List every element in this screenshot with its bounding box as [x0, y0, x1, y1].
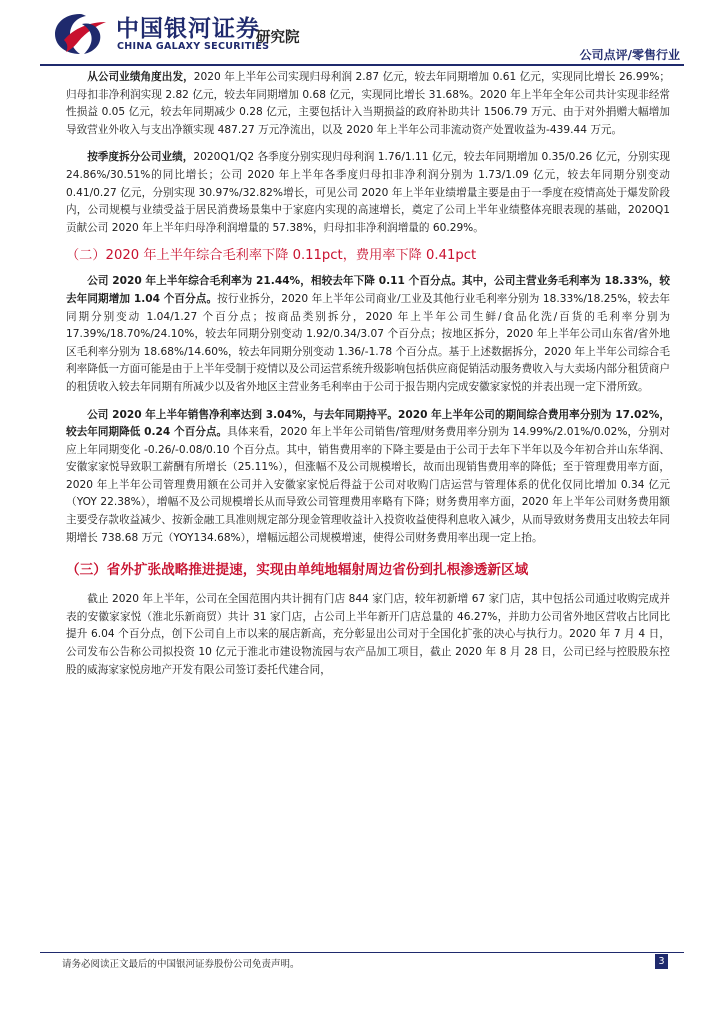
paragraph-text: 2020Q1/Q2 各季度分别实现归母利润 1.76/1.11 亿元，较去年同期增加 0.35/0.26 亿元，分别实现 24.86%/30.51%的同比增长；公司 2020 年上半年各季度归母扣非净利润分别为 1.73/1.09 亿元，较去年同期分别变动 0.41/0.27 亿元，分别实现 30.97%/32.82%增长，可见公司 2020 年上半年业绩增量主要是由于一季度在疫情高处于爆发阶段内，公司规模与业绩受益于居民消费场景集中于家庭内实现的高速增长，奠定了公司上半年业绩整体亮眼表现的基础，2020Q1 贡献公司 2020 年上半年归母净利润增量的 57.38%，归母扣非净利润增量的 60.29%。: [66, 151, 670, 234]
report-type-label: 公司点评/零售行业: [579, 48, 680, 62]
brand-name-cn: 中国银河证券: [116, 16, 260, 42]
page-header: [0, 0, 724, 66]
paragraph-text: 按行业拆分，2020 年上半年公司商业/工业及其他行业毛利率分别为 18.33%/18.25%，较去年同期分别变动 1.04/1.27 个百分点；按商品类别拆分，2020 年上半年公司生鲜/食品化洗/百货的毛利率分别为 17.39%/18.70%/24.10%，较去年同期分别变动 1.92/0.34/3.07 个百分点；按地区拆分，2020 年上半年公司山东省/省外地区毛利率分别为 18.68%/14.60%，较去年同期分别变动 1.36/-1.78 个百分点。基于上述数据拆分，2020 年上半年公司综合毛利率降低一方面可能是由于上半年受制于疫情以及公司运营系统升级影响包括供应商促销活动服务费收入与大卖场内部分租赁商户的租赁收入较去年同期有所减少以及省外地区主营业务毛利率由于公司于报告期内完成安徽家家悦的并表出现一定下滑所致。: [66, 292, 671, 393]
report-body: [66, 69, 670, 679]
paragraph-quarterly: [66, 149, 670, 237]
paragraph-lead: 公司 2020 年上半年综合毛利率为 21.44%，相较去年下降 0.11 个百分点。其中，公司主营业务毛利率为 18.33%，较去年同期增加 1.04 个百分点。: [66, 275, 670, 305]
header-divider: [40, 64, 684, 66]
paragraph-text: 截止 2020 年上半年，公司在全国范围内共计拥有门店 844 家门店，较年初新增 67 家门店，其中包括公司通过收购完成并表的安徽家家悦（淮北乐新商贸）共计 31 家门店，占公司上半年新开门店总量的 46.27%，并助力公司省外地区营收占比同比提升 6.04 个百分点，创下公司自上市以来的展店新高，充分彰显出公司对于全国化扩张的决心与执行力。2020 年 7 月 4 日，公司发布公告称公司拟投资 10 亿元于淮北市建设物流园与农产品加工项目，截止 2020 年 8 月 28 日，公司已经与控股股东控股的威海家家悦房地产开发有限公司签订委托代建合同，: [66, 593, 670, 676]
paragraph-lead: 从公司业绩角度出发，: [87, 71, 194, 83]
paragraph-lead: 公司 2020 年上半年销售净利率达到 3.04%，与去年同期持平。2020 年上半年公司的期间综合费用率分别为 17.02%，较去年同期降低 0.24 个百分点。: [66, 408, 670, 439]
paragraph-text: 具体来看，2020 年上半年公司销售/管理/财务费用率分别为 14.99%/2.01%/0.02%，分别对应上年同期变化 -0.26/-0.08/0.10 个百分点。其中，销售费用率的下降主要是由于公司于去年下半年以及今年初合并山东华润、安徽家家悦导致职工薪酬有所增长（25.11%），但涨幅不及公司规模增长，故而出现销售费用率的降低；至于管理费用率方面，2020 年上半年公司管理费用额在公司并入安徽家家悦后得益于公司对收购门店运营与管理体系的优化仅同比增加 0.34 亿元（YOY 22.38%），增幅不及公司规模增长从而导致公司管理费用率略有下降；财务费用率方面，2020 年上半年公司财务费用额主要受存款收益减少、按新金融工具准则规定部分现金管理收益计入投资收益使得利息收入减少，从而导致财务费用支出较去年同期增长 738.68 万元（YOY134.68%），增幅远超公司规模增速，使得公司财务费用率出现一定上抬。: [66, 426, 670, 544]
page-number: 3: [655, 954, 668, 969]
paragraph-expense-ratio: [66, 407, 670, 548]
galaxy-logo-icon: [52, 10, 108, 58]
disclaimer-text: 请务必阅读正文最后的中国银河证券股份公司免责声明。: [62, 959, 300, 970]
paragraph-gross-margin: [66, 273, 670, 396]
paragraph-store-expansion: [66, 591, 670, 679]
section-heading-expansion: （三）省外扩张战略推进提速，实现由单纯地辐射周边省份到扎根渗透新区域: [66, 562, 529, 579]
institute-label: 研究院: [256, 30, 300, 46]
footer-divider: [40, 952, 684, 953]
paragraph-performance: [66, 69, 670, 139]
paragraph-text: 2020 年上半年公司实现归母利润 2.87 亿元，较去年同期增加 0.61 亿元，实现同比增长 26.99%；归母扣非净利润实现 2.82 亿元，较去年同期增加 0.68 亿元，实现同比增长 31.68%。2020 年上半年全年公司共计实现非经常性损益 0.05 亿元，较去年同期减少 0.28 亿元，主要包括计入当期损益的政府补助共计 1506.79 万元、由于对外捐赠大幅增加导致营业外收入与支出净额实现 487.27 万元净流出，以及 2020 年上半年公司非流动资产处置收益为-439.44 万元。: [66, 71, 671, 136]
section-heading-margin: （二）2020 年上半年综合毛利率下降 0.11pct，费用率下降 0.41pct: [66, 248, 477, 264]
brand-name-en: CHINA GALAXY SECURITIES: [117, 41, 270, 52]
paragraph-lead: 按季度拆分公司业绩，: [87, 151, 194, 164]
